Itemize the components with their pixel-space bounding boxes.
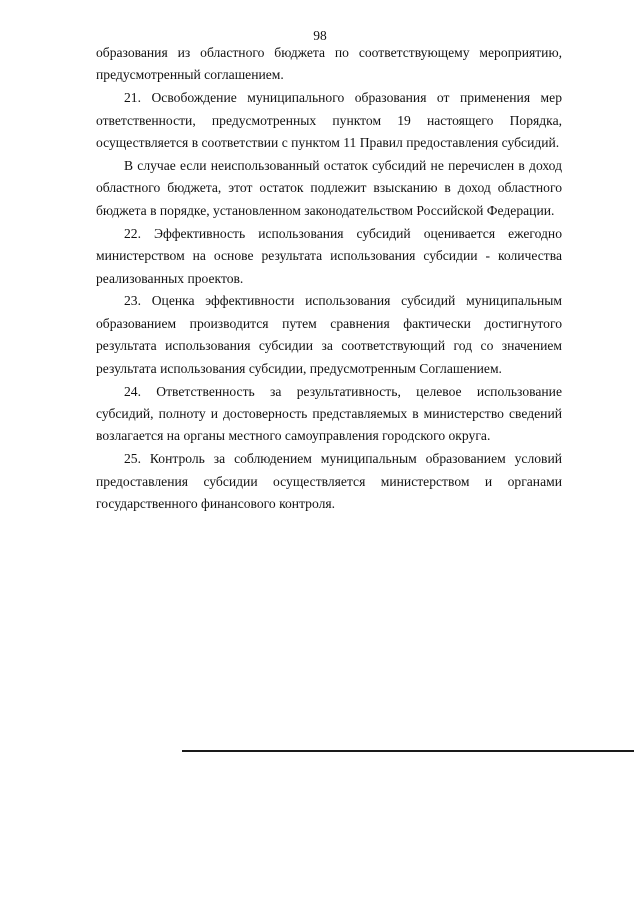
- closing-rule: [182, 750, 634, 752]
- paragraph-23: 23. Оценка эффективности использования субсидий муниципальным образованием производится путем сравнения фактически достигнутого результата использования субсидии за соответствующий год со значением результата использования субсидии, предусмотренным Соглашением.: [96, 293, 562, 376]
- page-number: 98: [313, 28, 327, 43]
- document-body: [96, 42, 562, 516]
- paragraph-25: 25. Контроль за соблюдением муниципальным образованием условий предоставления субсидии осуществляется министерством и органами государственного финансового контроля.: [96, 451, 562, 512]
- paragraph-21-remainder: В случае если неиспользованный остаток субсидий не перечислен в доход областного бюджета, этот остаток подлежит взысканию в доход областного бюджета в порядке, установленном законодательством Российской Федерации.: [96, 158, 562, 218]
- paragraph-22: 22. Эффективность использования субсидий оценивается ежегодно министерством на основе результата использования субсидии - количества реализованных проектов.: [96, 225, 562, 286]
- paragraph-continuation: образования из областного бюджета по соответствующему мероприятию, предусмотренный соглашением.: [96, 45, 562, 83]
- paragraph-21: 21. Освобождение муниципального образования от применения мер ответственности, предусмотренных пунктом 19 настоящего Порядка, осуществляется в соответствии с пунктом 11 Правил предоставления субсидий.: [96, 90, 562, 151]
- paragraph-24: 24. Ответственность за результативность, целевое использование субсидий, полноту и достоверность представляемых в министерство сведений возлагается на органы местного самоуправления городского округа.: [96, 383, 562, 444]
